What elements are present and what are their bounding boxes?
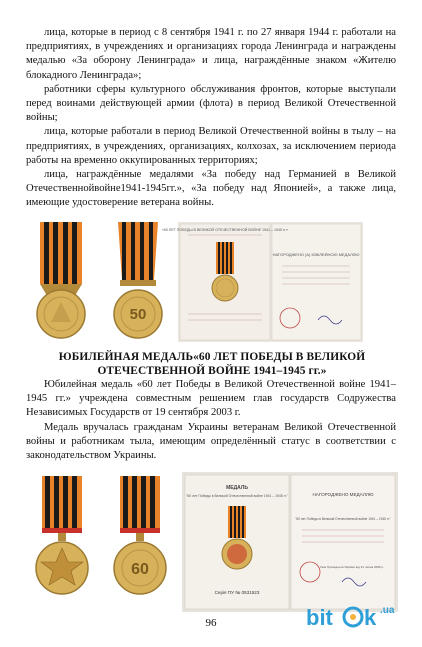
medal-number: 50	[129, 306, 147, 323]
paragraph: работники сферы культурного обслуживания фронтов, которые выступали перед воинами действующей армии (флота) в период Великой Отечественной войны;	[26, 83, 396, 124]
paragraph: Медаль вручалась гражданам Украины ветеранам Великой Отечественной войны и работникам тыла, имеющим определённый статус в соответствии с законодательством Украины.	[26, 421, 396, 462]
medal-number: 60	[131, 561, 149, 578]
page-number: 96	[205, 617, 217, 629]
svg-text:«50 ЛЕТ ПОБЕДЫ В ВЕЛИКОЙ ОТЕЧЕ	[162, 228, 288, 232]
cert-subtitle: "60 лет Победы в Великой Отечественной войне 1941 – 1945 гг."	[186, 494, 288, 498]
svg-text:НАГОРОДЖЕНО (А) ЮВІЛЕЙНОЮ МЕДА	[273, 252, 360, 257]
paragraph: лица, которые работали в период Великой Отечественной войны в тылу – на предприятиях, в учреждениях, организациях, колхозах, за исключением периода работы на временно оккупированных территориях;	[26, 126, 396, 166]
certificate-60-photo	[182, 472, 398, 612]
ribbon-right	[120, 476, 160, 541]
paragraph: лица, которые в период с 8 сентября 1941 г. по 27 января 1944 г. работали на предприятиях, в учреждениях и организациях города Ленинграда и награждены медалью «За оборону Ленинграда» и лица, награждённые знаком «Жителю блокадного Ленинграда»;	[26, 27, 396, 81]
ribbon-left	[40, 222, 82, 294]
cert-right-title: НАГОРОДЖЕНО (А) ЮВІЛЕЙНОЮ МЕДАЛЛЮ	[272, 252, 360, 257]
cert-title: МЕДАЛЬ	[226, 485, 248, 491]
cert-header: «50 ЛЕТ ПОБЕДЫ В ВЕЛИКОЙ ОТЕЧЕСТВЕННОЙ ВОЙНЕ 1941 – 1945 гг.»	[161, 228, 289, 232]
ribbon-left	[42, 476, 82, 541]
section-heading: ЮБИЛЕЙНАЯ МЕДАЛЬ«60 ЛЕТ ПОБЕДЫ В ВЕЛИКОЙ ОТЕЧЕСТВЕННОЙ ВОЙНЕ 1941–1945 гг.»	[58, 351, 366, 377]
logo-domain: .ua	[380, 605, 395, 616]
medal-60-photo	[28, 472, 174, 612]
paragraph: лица, награждённые медалями «За победу над Германией в Великой Отечественнойвойне1941-1945гг.», «За победу над Японией», а также лица, имеющие удостоверение ветерана войны.	[26, 169, 396, 209]
cert-right-subtitle: "60 лет Победы в Великой Отечественной войне 1941 – 1945 гг."	[295, 517, 391, 521]
cert-decree: Указ Президента України від 31 липня 2005 р.	[320, 565, 384, 569]
medal-50-photo	[26, 222, 174, 342]
ribbon-right	[118, 222, 158, 286]
bitok-logo	[304, 597, 416, 635]
text-block-bottom	[26, 378, 396, 463]
cert-right-title: НАГОРОДЖЕНО МЕДАЛЛЮ	[312, 492, 374, 497]
logo-text-k: k	[364, 605, 377, 630]
paragraph: Юбилейная медаль «60 лет Победы в Великой Отечественной войне 1941–1945 гг.» учреждена совместным решением глав государств Содружества Независимых Государств от 19 сентября 2003 г.	[26, 379, 396, 419]
logo-text: bit	[306, 605, 333, 630]
certificate-50-photo	[161, 222, 363, 342]
text-block-top	[26, 26, 396, 211]
cert-serial: Серія ПУ № 0531523	[214, 590, 260, 595]
